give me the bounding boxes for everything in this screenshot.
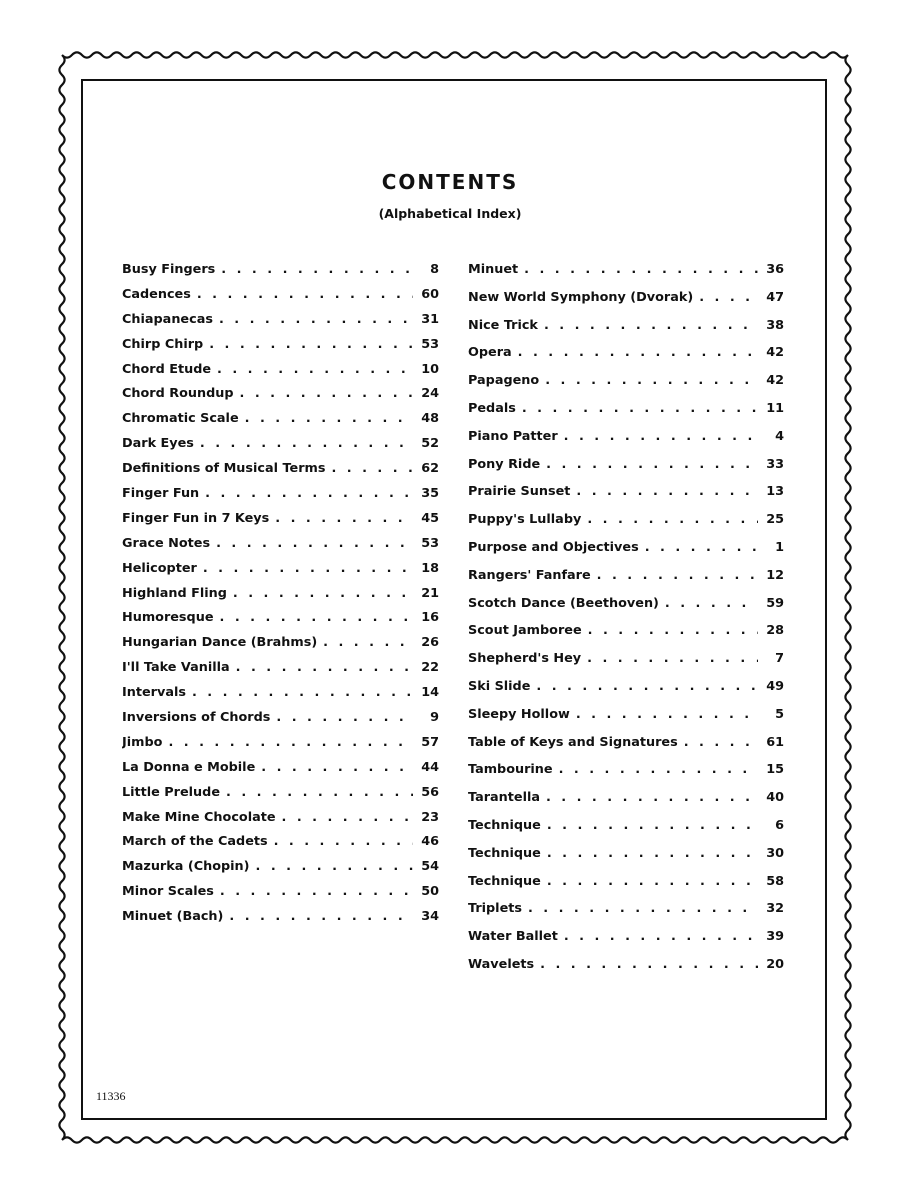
entry-page-number: 14 — [421, 685, 439, 701]
contents-entry — [468, 596, 784, 624]
entry-page-number: 53 — [421, 535, 439, 551]
entry-title: Technique — [468, 845, 541, 861]
entry-page-number: 47 — [766, 289, 784, 305]
contents-entry — [468, 679, 784, 707]
entry-page-number: 34 — [421, 909, 439, 925]
entry-title: Little Prelude — [122, 784, 221, 800]
dot-leader — [564, 429, 758, 444]
entry-page-number: 54 — [421, 859, 439, 875]
entry-title: Helicopter — [122, 560, 197, 576]
page-title: CONTENTS — [381, 170, 519, 194]
entry-page-number: 22 — [421, 660, 439, 676]
entry-title: Chirp Chirp — [122, 336, 204, 352]
dot-leader — [559, 762, 758, 777]
entry-page-number: 7 — [775, 651, 784, 667]
entry-page-number: 50 — [421, 884, 439, 900]
dot-leader — [597, 568, 758, 583]
entry-title: Minuet — [468, 262, 519, 277]
contents-entry — [468, 512, 784, 540]
dot-leader — [546, 457, 758, 472]
dot-leader — [274, 834, 413, 849]
contents-entry — [122, 586, 439, 611]
entry-title: Grace Notes — [122, 535, 211, 551]
contents-entry — [122, 486, 439, 511]
entry-title: Water Ballet — [468, 929, 558, 945]
dot-leader — [236, 660, 413, 675]
contents-entry — [122, 287, 439, 312]
dot-leader — [200, 436, 413, 451]
entry-title: Shepherd's Hey — [468, 651, 582, 667]
contents-entry — [468, 568, 784, 596]
entry-title: Finger Fun in 7 Keys — [122, 510, 270, 526]
entry-page-number: 49 — [766, 678, 784, 694]
entry-page-number: 60 — [421, 286, 439, 302]
entry-title: Chord Etude — [122, 361, 212, 377]
entry-page-number: 28 — [766, 623, 784, 639]
entry-page-number: 6 — [775, 817, 784, 833]
dot-leader — [331, 461, 413, 476]
contents-entry — [468, 373, 784, 401]
entry-title: Minor Scales — [122, 884, 214, 900]
dot-leader — [256, 859, 414, 874]
contents-entry — [122, 461, 439, 486]
entry-title: Rangers' Fanfare — [468, 567, 591, 583]
contents-entry — [122, 710, 439, 735]
contents-entry — [122, 660, 439, 685]
entry-page-number: 30 — [766, 845, 784, 861]
entry-page-number: 8 — [430, 262, 439, 277]
dot-leader — [323, 635, 413, 650]
contents-entry — [122, 859, 439, 884]
entry-title: Purpose and Objectives — [468, 539, 639, 555]
entry-page-number: 62 — [421, 461, 439, 477]
entry-title: Nice Trick — [468, 317, 538, 333]
dot-leader — [205, 486, 413, 501]
contents-entry — [122, 362, 439, 387]
dot-leader — [587, 651, 758, 666]
contents-entry — [122, 436, 439, 461]
contents-entry — [468, 623, 784, 651]
entry-page-number: 57 — [421, 734, 439, 750]
entry-page-number: 16 — [421, 610, 439, 626]
dot-leader — [547, 818, 758, 833]
dot-leader — [276, 710, 413, 725]
dot-leader — [536, 679, 758, 694]
contents-entry — [468, 651, 784, 679]
dot-leader — [540, 957, 758, 972]
dot-leader — [547, 874, 758, 889]
contents-entry — [122, 760, 439, 785]
contents-entry — [122, 386, 439, 411]
entry-page-number: 5 — [775, 706, 784, 722]
contents-entry — [468, 735, 784, 763]
entry-page-number: 44 — [421, 759, 439, 775]
contents-entry — [468, 790, 784, 818]
contents-entry — [468, 429, 784, 457]
dot-leader — [684, 735, 758, 750]
contents-entry — [122, 685, 439, 710]
contents-entry — [122, 312, 439, 337]
entry-title: Triplets — [468, 901, 522, 917]
dot-leader — [518, 345, 758, 360]
dot-leader — [564, 929, 758, 944]
contents-entry — [468, 901, 784, 929]
entry-title: Busy Fingers — [122, 262, 216, 277]
entry-title: Scout Jamboree — [468, 623, 582, 639]
entry-title: Technique — [468, 817, 541, 833]
entry-page-number: 40 — [766, 790, 784, 806]
entry-title: Mazurka (Chopin) — [122, 859, 250, 875]
contents-entry — [468, 818, 784, 846]
entry-page-number: 23 — [421, 809, 439, 825]
dot-leader — [576, 484, 758, 499]
dot-leader — [528, 901, 758, 916]
entry-title: Pony Ride — [468, 456, 541, 472]
entry-title: Pedals — [468, 400, 516, 416]
dot-leader — [665, 596, 758, 611]
dot-leader — [261, 760, 413, 775]
contents-entry — [122, 411, 439, 436]
entry-title: March of the Cadets — [122, 834, 268, 850]
entry-page-number: 32 — [766, 901, 784, 917]
contents-entry — [122, 561, 439, 586]
entry-page-number: 39 — [766, 929, 784, 945]
entry-title: Humoresque — [122, 610, 214, 626]
entry-page-number: 36 — [766, 262, 784, 277]
entry-page-number: 15 — [766, 762, 784, 778]
contents-entry — [468, 345, 784, 373]
entry-page-number: 1 — [775, 539, 784, 555]
contents-entry — [122, 337, 439, 362]
entry-title: Hungarian Dance (Brahms) — [122, 635, 318, 651]
entry-page-number: 9 — [430, 710, 439, 726]
contents-entry — [468, 540, 784, 568]
contents-entry — [468, 318, 784, 346]
contents-entry — [468, 707, 784, 735]
contents-entry — [122, 785, 439, 810]
dot-leader — [282, 810, 413, 825]
contents-entry — [468, 762, 784, 790]
contents-entry — [468, 929, 784, 957]
entry-page-number: 11 — [766, 400, 784, 416]
entry-title: Highland Fling — [122, 585, 227, 601]
contents-entry — [122, 511, 439, 536]
entry-page-number: 56 — [421, 784, 439, 800]
dot-leader — [233, 586, 413, 601]
dot-leader — [217, 362, 413, 377]
entry-page-number: 58 — [766, 873, 784, 889]
entry-page-number: 42 — [766, 345, 784, 361]
contents-entry — [122, 810, 439, 835]
entry-title: Inversions of Chords — [122, 710, 271, 726]
entry-page-number: 61 — [766, 734, 784, 750]
entry-page-number: 53 — [421, 336, 439, 352]
entry-title: La Donna e Mobile — [122, 759, 256, 775]
dot-leader — [197, 287, 413, 302]
entry-title: Ski Slide — [468, 678, 531, 694]
contents-entry — [468, 290, 784, 318]
dot-leader — [192, 685, 413, 700]
dot-leader — [203, 561, 413, 576]
contents-entry — [468, 484, 784, 512]
entry-page-number: 35 — [421, 486, 439, 502]
entry-page-number: 4 — [775, 428, 784, 444]
dot-leader — [522, 401, 758, 416]
entry-page-number: 31 — [421, 311, 439, 327]
entry-page-number: 21 — [421, 585, 439, 601]
dot-leader — [209, 337, 413, 352]
entry-title: Piano Patter — [468, 428, 558, 444]
dot-leader — [221, 262, 413, 277]
dot-leader — [245, 411, 413, 426]
entry-title: Technique — [468, 873, 541, 889]
contents-entry — [468, 457, 784, 485]
contents-entry — [468, 957, 784, 985]
dot-leader — [645, 540, 758, 555]
entry-page-number: 48 — [421, 411, 439, 427]
page-subtitle: (Alphabetical Index) — [378, 206, 522, 221]
contents-entry — [122, 884, 439, 909]
contents-entry — [122, 635, 439, 660]
dot-leader — [587, 512, 758, 527]
entry-title: Finger Fun — [122, 486, 200, 502]
dot-leader — [547, 846, 758, 861]
contents-entry — [122, 735, 439, 760]
entry-title: Tarantella — [468, 790, 540, 806]
entry-title: Table of Keys and Signatures — [468, 734, 678, 750]
entry-title: Chiapanecas — [122, 311, 213, 327]
contents-column-left — [122, 262, 439, 934]
contents-entry — [468, 846, 784, 874]
entry-title: Jimbo — [122, 734, 163, 750]
entry-title: Chromatic Scale — [122, 411, 239, 427]
dot-leader — [229, 909, 413, 924]
entry-page-number: 45 — [421, 510, 439, 526]
contents-entry — [122, 909, 439, 934]
contents-entry — [122, 834, 439, 859]
entry-title: Opera — [468, 345, 512, 361]
dot-leader — [226, 785, 413, 800]
entry-page-number: 46 — [421, 834, 439, 850]
contents-entry — [468, 401, 784, 429]
entry-page-number: 18 — [421, 560, 439, 576]
entry-title: Puppy's Lullaby — [468, 512, 582, 528]
entry-page-number: 24 — [421, 386, 439, 402]
entry-page-number: 38 — [766, 317, 784, 333]
entry-page-number: 20 — [766, 956, 784, 972]
dot-leader — [220, 884, 413, 899]
contents-entry — [122, 536, 439, 561]
dot-leader — [219, 312, 413, 327]
entry-title: Papageno — [468, 373, 540, 389]
entry-title: Dark Eyes — [122, 436, 194, 452]
entry-page-number: 42 — [766, 373, 784, 389]
entry-title: Definitions of Musical Terms — [122, 461, 326, 477]
dot-leader — [576, 707, 758, 722]
entry-page-number: 26 — [421, 635, 439, 651]
dot-leader — [168, 735, 413, 750]
entry-title: Minuet (Bach) — [122, 909, 224, 925]
entry-page-number: 25 — [766, 512, 784, 528]
dot-leader — [240, 386, 413, 401]
dot-leader — [524, 262, 758, 277]
contents-entry — [122, 610, 439, 635]
entry-title: I'll Take Vanilla — [122, 660, 230, 676]
entry-title: Tambourine — [468, 762, 553, 778]
catalog-number: 11336 — [96, 1089, 126, 1103]
contents-entry — [468, 262, 784, 290]
dot-leader — [216, 536, 413, 551]
entry-page-number: 13 — [766, 484, 784, 500]
dot-leader — [546, 790, 758, 805]
entry-title: Prairie Sunset — [468, 484, 571, 500]
contents-entry — [468, 874, 784, 902]
entry-title: Cadences — [122, 286, 191, 302]
entry-page-number: 33 — [766, 456, 784, 472]
entry-title: Scotch Dance (Beethoven) — [468, 595, 659, 611]
dot-leader — [275, 511, 413, 526]
entry-title: New World Symphony (Dvorak) — [468, 289, 694, 305]
dot-leader — [220, 610, 413, 625]
dot-leader — [544, 318, 758, 333]
contents-column-right — [468, 262, 784, 985]
dot-leader — [588, 623, 758, 638]
entry-page-number: 10 — [421, 361, 439, 377]
dot-leader — [545, 373, 758, 388]
entry-title: Sleepy Hollow — [468, 706, 570, 722]
entry-page-number: 59 — [766, 595, 784, 611]
entry-title: Chord Roundup — [122, 386, 234, 402]
entry-title: Make Mine Chocolate — [122, 809, 276, 825]
entry-title: Intervals — [122, 685, 186, 701]
entry-page-number: 52 — [421, 436, 439, 452]
dot-leader — [699, 290, 758, 305]
entry-title: Wavelets — [468, 956, 535, 972]
entry-page-number: 12 — [766, 567, 784, 583]
contents-entry — [122, 262, 439, 287]
